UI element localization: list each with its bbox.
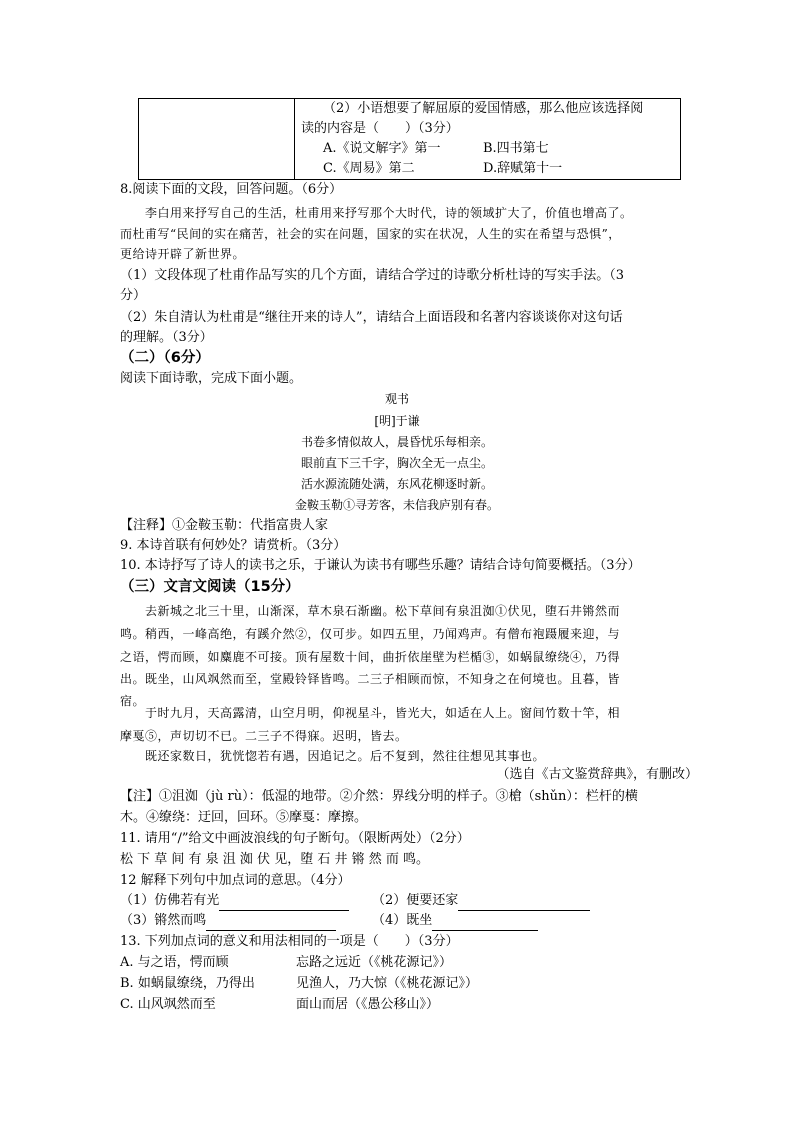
q11-sentence: 松 下 草 间 有 泉 沮 洳 伏 见，堕 石 井 锵 然 而 鸣。 [120,852,429,867]
poem-line-2: 眼前直下三千字，胸次全无一点尘。 [300,456,493,470]
section-2-heading: （二）（6分） [120,350,210,366]
q2-line2: 读的内容是（ ）（3分） [301,121,459,136]
option-a: A.《说文解字》第一 [323,141,441,156]
section-2-intro: 阅读下面诗歌，完成下面小题。 [120,371,303,386]
q13: 13. 下列加点词的意义和用法相同的一项是（ ）（3分） [120,934,459,949]
poem-title: 观书 [384,392,409,406]
poem-line-3: 活水源流随处满，东风花柳逐时新。 [300,477,493,491]
answer-blank-1[interactable] [219,896,349,911]
poem-line-4: 金鞍玉勒①寻芳客，未信我庐别有春。 [294,498,499,512]
q12-item-4-text: （4）既坐 [372,913,433,928]
q8-stem: 8.阅读下面的文段，回答问题。（6分） [120,182,343,197]
q13-option-c-right: 面山而居（《愚公移山》） [296,997,440,1012]
option-c: C.《周易》第二 [323,161,415,176]
q12-item-2-text: （2）便要还家 [372,893,459,908]
q8-sub1-line1: （1）文段体现了杜甫作品写实的几个方面，请结合学过的诗歌分析杜诗的写实手法。（3 [120,268,625,283]
answer-blank-4[interactable] [432,916,538,931]
q12-item-4 [372,911,538,931]
notes-line-1: 【注】①沮洳（jù rù）：低湿的地带。②介然：界线分明的样子。③槍（shǔn）：栏杆的横 [120,789,638,804]
q12-item-1 [120,891,349,911]
table-empty-cell [139,99,295,180]
classical-text-5: 宿。 [120,694,146,708]
option-b: B.四书第七 [483,141,549,156]
classical-text-2: 鸣。稍西，一峰高绝，有蹊介然②，仅可步。如四五里，乃闻鸡声。有僧布袍蹑履来迎，与 [120,627,621,641]
options-table [138,98,681,180]
q8-sub2-line2: 的理解。（3分） [120,330,213,345]
q2-line1: （2）小语想要了解屈原的爱国情感，那么他应该选择阅 [323,101,644,116]
classical-text-8: 既还家数日，犹恍惚若有遇，因追记之。后不复到，然往往想见其事也。 [120,749,546,763]
classical-text-1 [120,601,620,621]
q8-text-2: 而杜甫写“民间的实在痛苦，社会的实在问题，国家的实在状况，人生的实在希望与恐惧”， [120,227,621,241]
option-d: D.辞赋第十一 [483,161,563,176]
q12-item-3 [120,911,336,931]
q12-item-3-text: （3）锵然而鸣 [120,913,207,928]
q9: 9. 本诗首联有何妙处？请赏析。（3分） [120,538,347,553]
notes-line-2: 木。④缭绕：迂回，回环。⑤摩戛：摩擦。 [120,810,368,825]
q12-item-1-text: （1）仿佛若有光 [120,893,220,908]
q13-option-b-right: 见渔人，乃大惊（《桃花源记》） [296,976,479,991]
classical-text-3: 之语，愕而顾，如麋鹿不可接。顶有屋数十间，曲折依崖壁为栏楯③，如蜗鼠缭绕④，乃得 [120,650,621,664]
q13-option-a-left: A. 与之语，愕而顾 [120,955,229,970]
classical-text-4: 出。既坐，山风飒然而至，堂殿铃铎皆鸣。二三子相顾而惊，不知身之在何境也。且暮，皆 [120,672,621,686]
q8-text-1: 李白用来抒写自己的生活，杜甫用来抒写那个大时代，诗的领域扩大了，价值也增高了。 [120,206,633,220]
answer-blank-2[interactable] [458,896,590,911]
poem-line-1: 书卷多情似故人，晨昏忧乐每相亲。 [300,435,493,449]
q8-sub1-line2: 分） [120,288,147,303]
q12-item-2 [372,891,590,911]
q8-text-3: 更给诗开辟了新世界。 [120,247,246,261]
q13-option-c-left: C. 山风飒然而至 [120,997,216,1012]
q11: 11. 请用“/”给文中画波浪线的句子断句。（限断两处）（2分） [120,831,470,846]
source-line: （选自《古文鉴赏辞典》，有删改） [496,767,698,782]
q12: 12 解释下列句中加点词的意思。（4分） [120,873,351,888]
classical-text-7: 摩戛⑤，声切切不已。二三子不得寐。迟明，皆去。 [120,729,408,743]
table-question-cell [295,99,681,180]
poem-note: 【注释】①金鞍玉勒：代指富贵人家 [120,518,329,533]
q13-option-a-right: 忘路之远近（《桃花源记》） [296,955,453,970]
poem-author: [明]于谦 [374,414,420,428]
classical-text-1-content: 去新城之北三十里，山渐深，草木泉石渐幽。松下草间有泉沮洳①伏见，堕石井锵然而 [120,604,621,618]
section-3-heading: （三）文言文阅读（15分） [120,579,300,595]
q10: 10. 本诗抒写了诗人的读书之乐，于谦认为读书有哪些乐趣？请结合诗句简要概括。（3分） [120,558,641,573]
classical-text-6: 于时九月，天高露清，山空月明，仰视星斗，皆光大，如适在人上。窗间竹数十竿，相 [120,706,621,720]
q13-option-b-left: B. 如蜗鼠缭绕，乃得出 [120,976,255,991]
answer-blank-3[interactable] [206,916,336,931]
q8-sub2-line1: （2）朱自清认为杜甫是“继往开来的诗人”，请结合上面语段和名著内容谈谈你对这句话 [120,310,623,325]
